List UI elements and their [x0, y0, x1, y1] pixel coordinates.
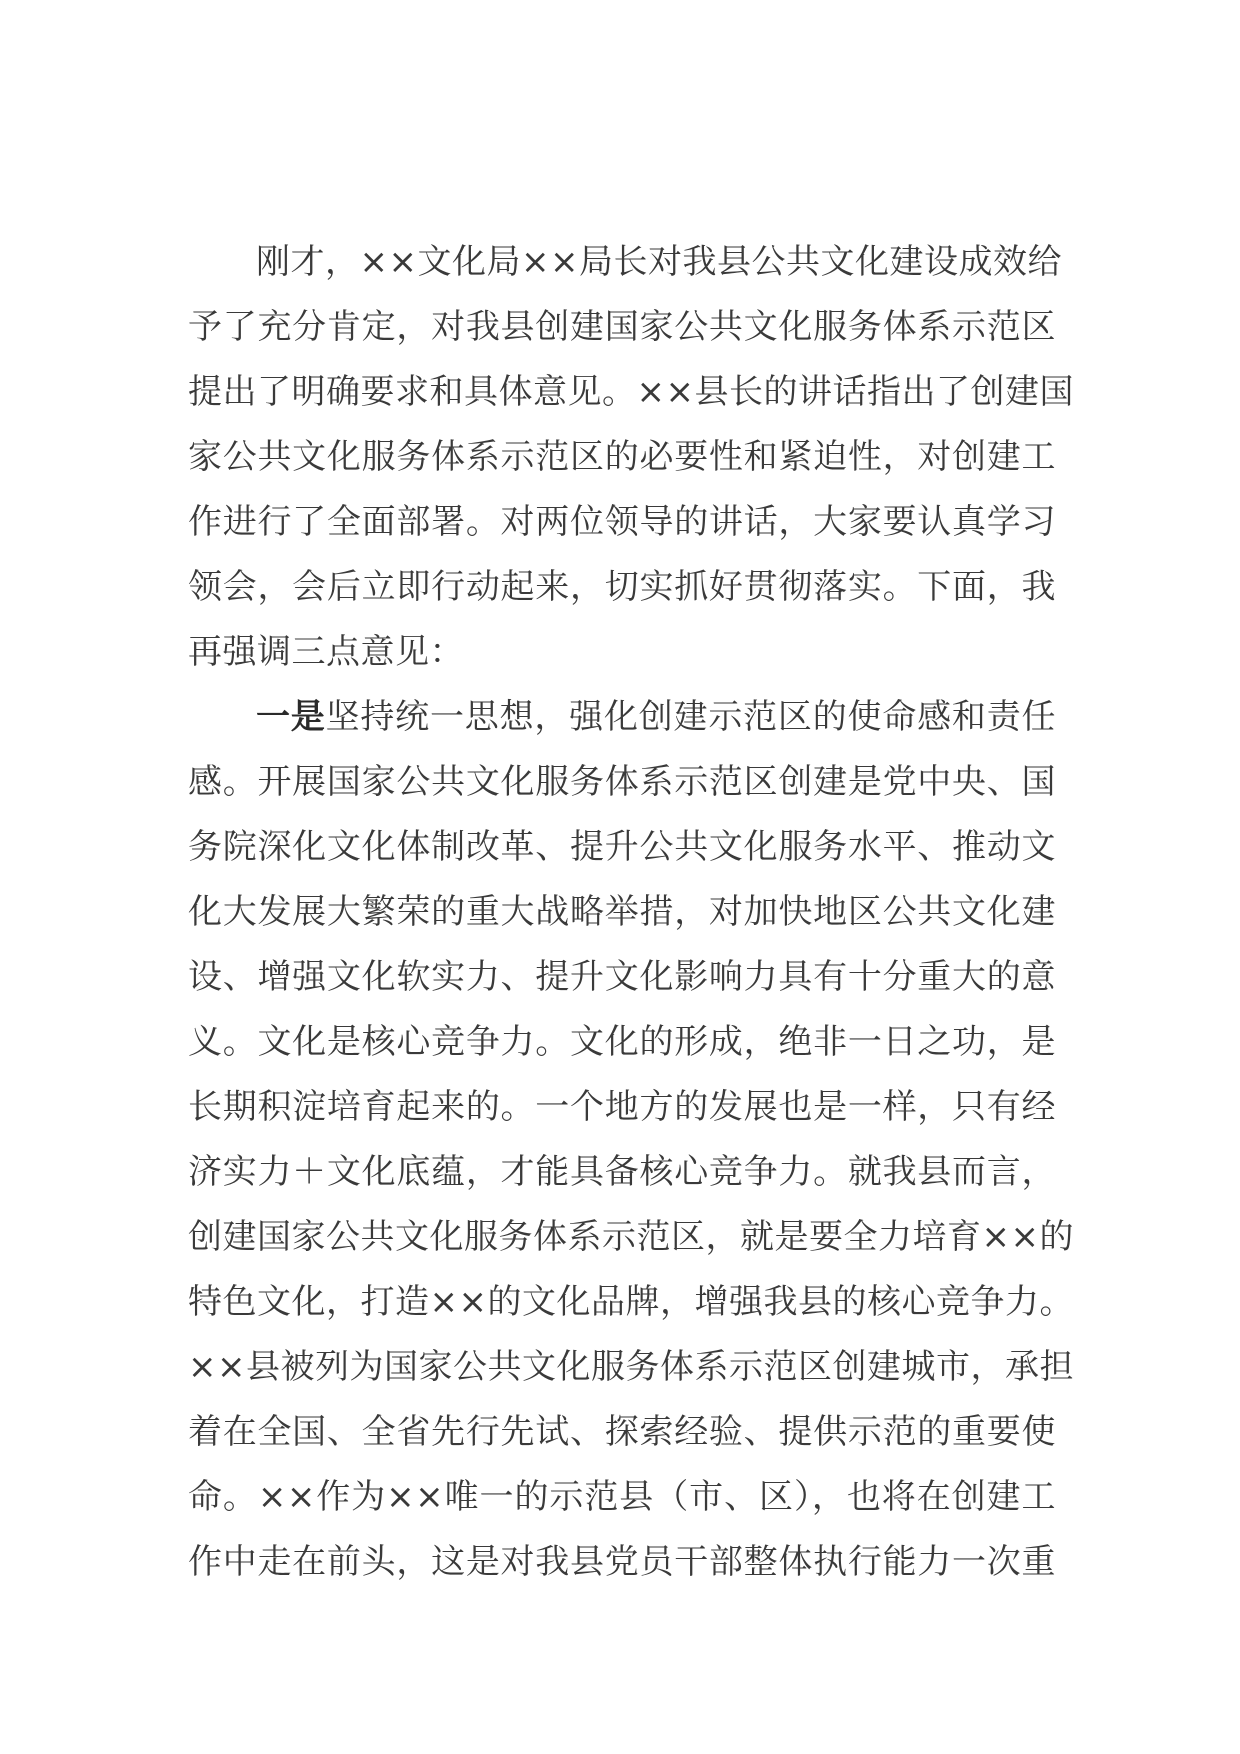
- paragraph-point-one: [188, 685, 1074, 1595]
- paragraph-line: ××县被列为国家公共文化服务体系示范区创建城市，承担: [188, 1347, 1074, 1387]
- paragraph-line: 作进行了全面部署。对两位领导的讲话，大家要认真学习: [188, 502, 1056, 542]
- paragraph-line: 义。文化是核心竞争力。文化的形成，绝非一日之功，是: [188, 1022, 1056, 1062]
- paragraph-line: [188, 685, 1056, 750]
- paragraph-line: 化大发展大繁荣的重大战略举措，对加快地区公共文化建: [188, 892, 1056, 932]
- paragraph-line: 再强调三点意见：: [188, 632, 464, 672]
- paragraph-line: 作中走在前头，这是对我县党员干部整体执行能力一次重: [188, 1542, 1056, 1582]
- paragraph-line: 命。××作为××唯一的示范县（市、区），也将在创建工: [188, 1477, 1056, 1517]
- paragraph-line: 予了充分肯定，对我县创建国家公共文化服务体系示范区: [188, 307, 1056, 347]
- document-body: [188, 230, 1074, 1595]
- paragraph-line: 家公共文化服务体系示范区的必要性和紧迫性，对创建工: [188, 437, 1056, 477]
- paragraph-line: 特色文化，打造××的文化品牌，增强我县的核心竞争力。: [188, 1282, 1074, 1322]
- paragraph-opening: [188, 230, 1074, 685]
- paragraph-line: 感。开展国家公共文化服务体系示范区创建是党中央、国: [188, 762, 1056, 802]
- paragraph-line: 刚才，××文化局××局长对我县公共文化建设成效给: [256, 242, 1062, 282]
- point-lead-label: 一是: [256, 697, 326, 737]
- paragraph-line: 领会，会后立即行动起来，切实抓好贯彻落实。下面，我: [188, 567, 1056, 607]
- paragraph-line: 着在全国、全省先行先试、探索经验、提供示范的重要使: [188, 1412, 1056, 1452]
- paragraph-line: 提出了明确要求和具体意见。××县长的讲话指出了创建国: [188, 372, 1074, 412]
- paragraph-line: 设、增强文化软实力、提升文化影响力具有十分重大的意: [188, 957, 1056, 997]
- paragraph-line: 济实力＋文化底蕴，才能具备核心竞争力。就我县而言，: [188, 1152, 1056, 1192]
- paragraph-line: 创建国家公共文化服务体系示范区，就是要全力培育××的: [188, 1217, 1074, 1257]
- paragraph-line: 长期积淀培育起来的。一个地方的发展也是一样，只有经: [188, 1087, 1056, 1127]
- paragraph-line-text: 坚持统一思想，强化创建示范区的使命感和责任: [325, 697, 1057, 737]
- paragraph-line: 务院深化文化体制改革、提升公共文化服务水平、推动文: [188, 827, 1056, 867]
